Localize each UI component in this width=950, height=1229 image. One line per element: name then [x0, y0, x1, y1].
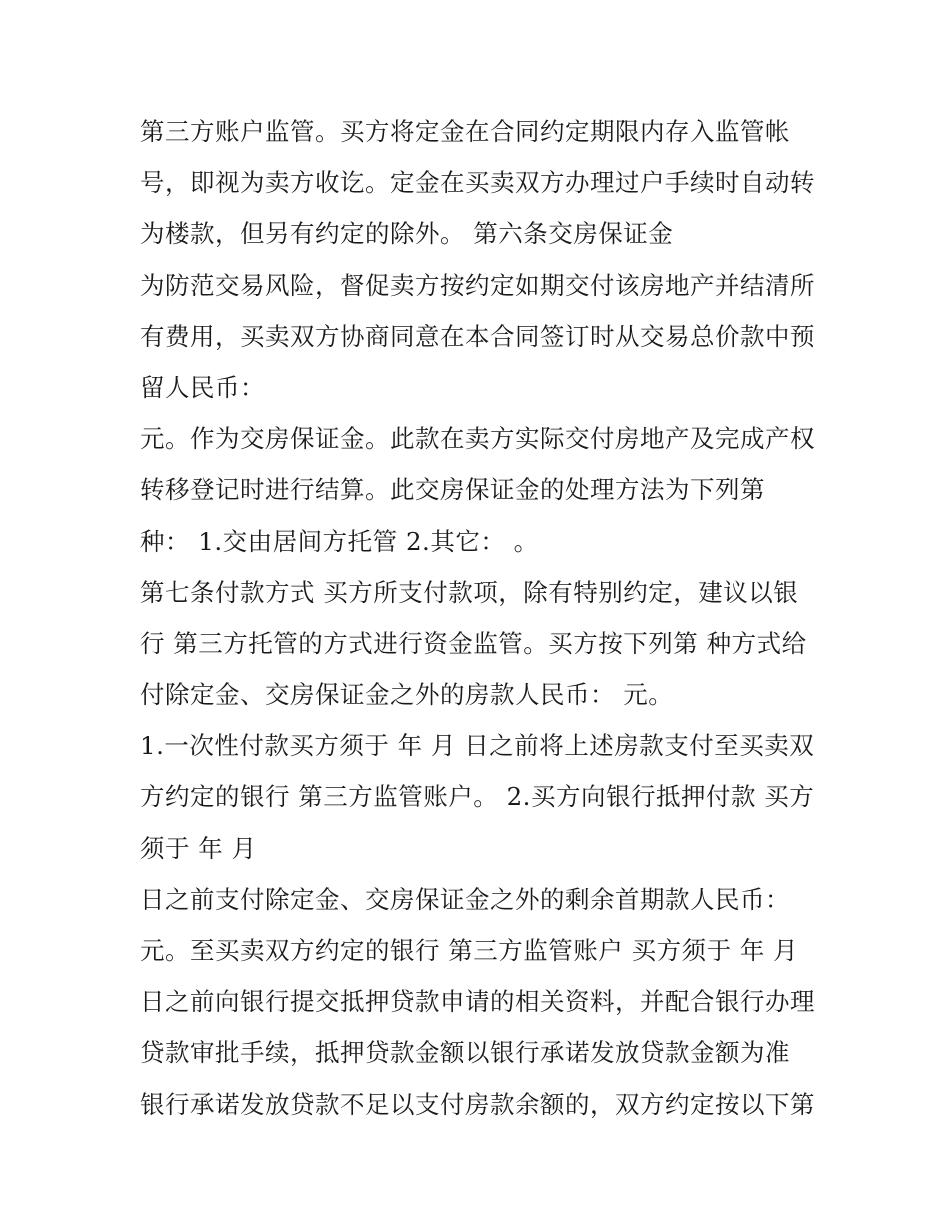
text-line: 付除定金、交房保证金之外的房款人民币： 元。: [140, 680, 674, 710]
text-line: 第三方账户监管。买方将定金在合同约定期限内存入监管帐: [140, 117, 790, 146]
text-line: 有费用，买卖双方协商同意在本合同签订时从交易总价款中预: [140, 321, 815, 351]
text-line: 方约定的银行 第三方监管账户。 2.买方向银行抵押付款 买方: [140, 782, 815, 812]
text-line: 为楼款，但另有约定的除外。 第六条交房保证金: [140, 219, 674, 249]
text-line: 日之前向银行提交抵押贷款申请的相关资料，并配合银行办理: [140, 987, 815, 1017]
text-line: 元。作为交房保证金。此款在卖方实际交付房地产及完成产权: [140, 424, 815, 454]
text-line: 元。至买卖双方约定的银行 第三方监管账户 买方须于 年 月: [140, 936, 799, 965]
text-line: 留人民币：: [140, 372, 265, 402]
text-line: 贷款审批手续，抵押贷款金额以银行承诺发放贷款金额为准: [140, 1038, 790, 1068]
text-line: 为防范交易风险，督促卖方按约定如期交付该房地产并结清所: [140, 270, 815, 300]
text-line: 第七条付款方式 买方所支付款项，除有特别约定，建议以银: [140, 577, 799, 607]
text-line: 银行承诺发放贷款不足以支付房款余额的，双方约定按以下第: [140, 1089, 815, 1119]
text-line: 种： 1.交由居间方托管 2.其它： 。: [140, 526, 539, 556]
text-line: 1.一次性付款买方须于 年 月 日之前将上述房款支付至买卖双: [140, 731, 815, 761]
text-line: 须于 年 月: [140, 833, 257, 863]
text-line: 转移登记时进行结算。此交房保证金的处理方法为下列第: [140, 475, 765, 505]
text-line: 号，即视为卖方收讫。定金在买卖双方办理过户手续时自动转: [140, 168, 815, 198]
document-body: [140, 106, 830, 1130]
text-line: 行 第三方托管的方式进行资金监管。买方按下列第 种方式给: [140, 628, 807, 658]
text-line: 日之前支付除定金、交房保证金之外的剩余首期款人民币：: [140, 884, 790, 914]
